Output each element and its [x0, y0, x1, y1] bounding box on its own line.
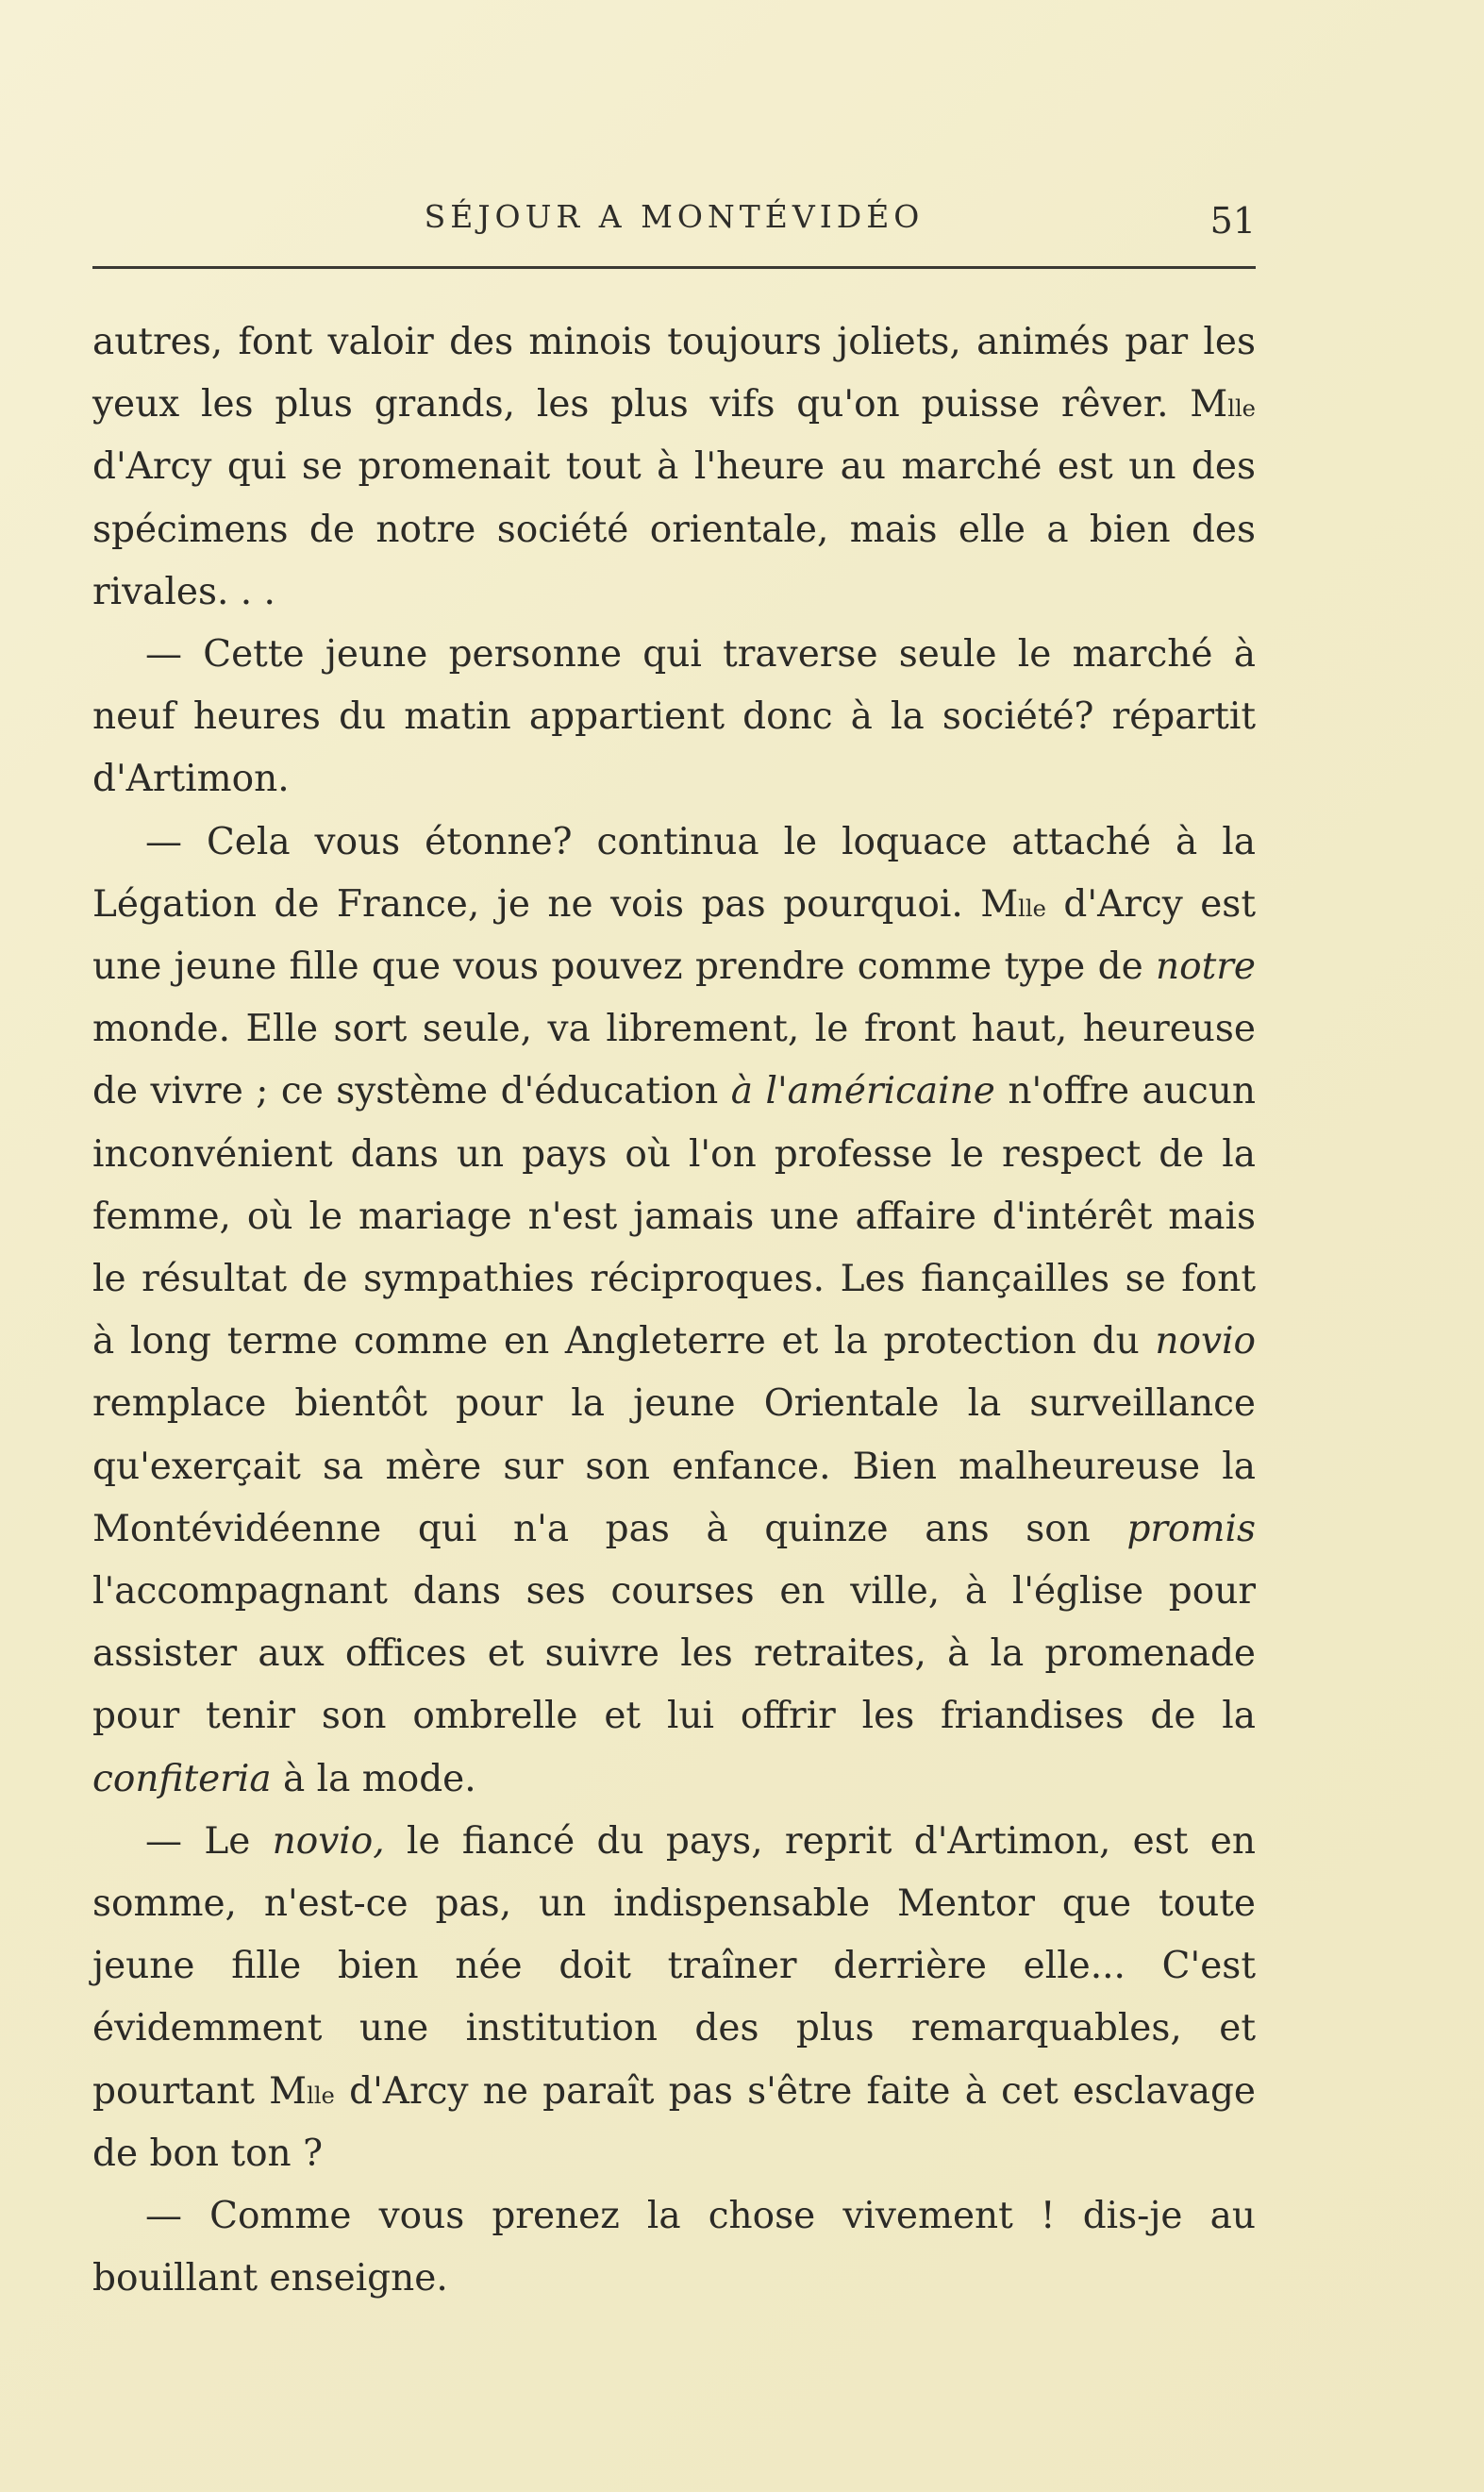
- italic-text: novio: [1155, 1320, 1256, 1363]
- text-run: d'Arcy qui se promenait tout à l'heure au marché est un des spécimens de notre société orientale, mais elle a bien des rivales. . .: [92, 445, 1256, 613]
- paragraph: [92, 624, 1256, 811]
- page-number: 51: [1209, 200, 1256, 242]
- italic-text: à l'américaine: [730, 1070, 995, 1113]
- text-run: à la mode.: [271, 1757, 476, 1800]
- italic-text: notre: [1156, 945, 1256, 989]
- italic-text: novio,: [272, 1819, 385, 1863]
- header-rule: [92, 266, 1256, 269]
- italic-text: confiteria: [92, 1757, 272, 1800]
- text-run: l'accompagnant dans ses courses en ville, à l'église pour assister aux offices et suivre les retraites, à la promenade pour tenir son ombrelle et lui offrir les friandises de la: [92, 1570, 1256, 1738]
- text-run: — Cela vous étonne? continua le loquace attaché à la Légation de France, je ne vois pas pourquoi. M: [92, 820, 1256, 926]
- text-run: — Comme vous prenez la chose vivement ! dis-je au bouillant enseigne.: [92, 2195, 1256, 2300]
- text-run: d'Arcy ne paraît pas s'être faite à cet esclavage de bon ton ?: [92, 2069, 1256, 2175]
- paragraph: [92, 311, 1256, 624]
- paragraph: [92, 1811, 1256, 2185]
- text-run: autres, font valoir des minois toujours joliets, animés par les yeux les plus grands, les plus vifs qu'on puisse rêver. M: [92, 321, 1256, 426]
- body-text: [92, 311, 1256, 2311]
- text-run: — Cette jeune personne qui traverse seule le marché à neuf heures du matin appartient donc à la société? répartit d'Artimon.: [92, 633, 1256, 801]
- title-abbrev-superscript: lle: [1018, 895, 1046, 922]
- running-head: [92, 189, 1256, 245]
- text-run: remplace bientôt pour la jeune Orientale la surveillance qu'exerçait sa mère sur son enfance. Bien malheureuse la Montévidéenne qui n'a pas à quinze ans son: [92, 1382, 1256, 1550]
- running-title: SÉJOUR A MONTÉVIDÉO: [424, 198, 925, 235]
- paragraph: [92, 2185, 1256, 2310]
- text-run: d'Arcy est une jeune fille que vous pouvez prendre comme type de: [92, 882, 1256, 989]
- title-abbrev-superscript: lle: [307, 2082, 335, 2109]
- text-run: le fiancé du pays, reprit d'Artimon, est en somme, n'est-ce pas, un indispensable Mentor que toute jeune fille bien née doit traîner derrière elle... C'est évidemment une institution des plus remarquables, et pourtant M: [92, 1819, 1256, 2113]
- paragraph: [92, 811, 1256, 1811]
- text-run: monde. Elle sort seule, va librement, le front haut, heureuse de vivre ; ce système d'éducation: [92, 1008, 1256, 1113]
- italic-text: promis: [1126, 1507, 1256, 1550]
- text-run: n'offre aucun inconvénient dans un pays où l'on professe le respect de la femme, où le mariage n'est jamais une affaire d'intérêt mais le résultat de sympathies réciproques. Les fiançailles se font à long terme comme en Angleterre et la protection du: [92, 1070, 1256, 1363]
- text-run: — Le: [145, 1819, 273, 1863]
- title-abbrev-superscript: lle: [1227, 395, 1256, 423]
